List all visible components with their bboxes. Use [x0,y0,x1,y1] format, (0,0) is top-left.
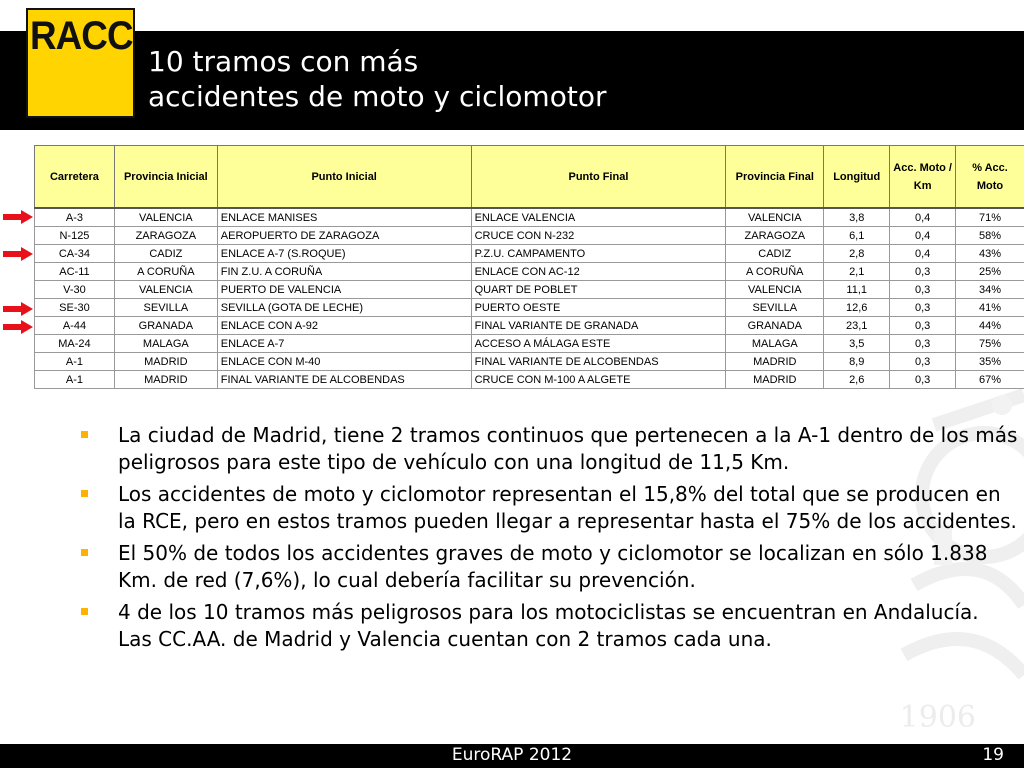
cell-pct-acc-moto: 43% [956,245,1024,263]
cell-pct-acc-moto: 58% [956,227,1024,245]
title-line-1: 10 tramos con más [148,45,419,78]
cell-provincia-inicial: MADRID [114,353,217,371]
col-header-provincia-final: Provincia Final [726,146,824,209]
table-row [35,245,1024,263]
cell-carretera: CA-34 [35,245,115,263]
cell-punto-inicial: FINAL VARIANTE DE ALCOBENDAS [217,371,471,389]
table-row [35,281,1024,299]
title-line-2: accidentes de moto y ciclomotor [148,80,607,113]
cell-provincia-final: VALENCIA [726,208,824,227]
footer-text: EuroRAP 2012 [451,745,573,765]
bullet-text: 4 de los 10 tramos más peligrosos para los motociclistas se encuentran en Andalucía. Las CC.AA. de Madrid y Valencia cuentan con 2 tramos cada una. [118,600,979,651]
table-row [35,317,1024,335]
cell-pct-acc-moto: 67% [956,371,1024,389]
col-header-punto-final: Punto Final [471,146,726,209]
cell-pct-acc-moto: 25% [956,263,1024,281]
watermark-year: 1906 [899,700,976,735]
cell-acc-moto-km: 0,4 [890,245,956,263]
cell-pct-acc-moto: 75% [956,335,1024,353]
cell-acc-moto-km: 0,3 [890,299,956,317]
red-arrow-icon [3,302,33,316]
bullet-item [78,540,1018,594]
cell-longitud: 2,8 [824,245,890,263]
cell-provincia-inicial: A CORUÑA [114,263,217,281]
square-bullet-icon [81,549,88,556]
cell-carretera: SE-30 [35,299,115,317]
cell-longitud: 12,6 [824,299,890,317]
cell-provincia-final: MADRID [726,353,824,371]
col-header-carretera: Carretera [35,146,115,209]
cell-longitud: 3,5 [824,335,890,353]
cell-punto-final: QUART DE POBLET [471,281,726,299]
cell-acc-moto-km: 0,4 [890,208,956,227]
cell-carretera: A-1 [35,371,115,389]
cell-punto-final: ENLACE CON AC-12 [471,263,726,281]
racc-logo [26,8,135,118]
cell-punto-final: FINAL VARIANTE DE GRANADA [471,317,726,335]
square-bullet-icon [81,490,88,497]
page-number: 19 [982,745,1004,765]
table-row [35,263,1024,281]
cell-pct-acc-moto: 35% [956,353,1024,371]
cell-longitud: 2,6 [824,371,890,389]
cell-punto-inicial: ENLACE CON M-40 [217,353,471,371]
table-row [35,227,1024,245]
bullet-item [78,481,1018,535]
cell-carretera: A-1 [35,353,115,371]
table-row [35,353,1024,371]
cell-carretera: A-44 [35,317,115,335]
cell-provincia-inicial: ZARAGOZA [114,227,217,245]
cell-provincia-inicial: MADRID [114,371,217,389]
cell-longitud: 8,9 [824,353,890,371]
cell-longitud: 6,1 [824,227,890,245]
cell-punto-inicial: AEROPUERTO DE ZARAGOZA [217,227,471,245]
cell-provincia-inicial: VALENCIA [114,281,217,299]
cell-provincia-final: VALENCIA [726,281,824,299]
cell-pct-acc-moto: 44% [956,317,1024,335]
red-arrow-icon [3,320,33,334]
road-sections-table [34,145,1024,389]
cell-acc-moto-km: 0,3 [890,353,956,371]
bullet-item [78,599,1018,653]
cell-punto-inicial: FIN Z.U. A CORUÑA [217,263,471,281]
table-row [35,335,1024,353]
col-header-acc-moto-km: Acc. Moto / Km [890,146,956,209]
table-row [35,371,1024,389]
cell-provincia-inicial: VALENCIA [114,208,217,227]
col-header-longitud: Longitud [824,146,890,209]
cell-acc-moto-km: 0,3 [890,281,956,299]
cell-longitud: 23,1 [824,317,890,335]
cell-punto-final: FINAL VARIANTE DE ALCOBENDAS [471,353,726,371]
cell-longitud: 2,1 [824,263,890,281]
cell-carretera: AC-11 [35,263,115,281]
cell-carretera: A-3 [35,208,115,227]
table-row [35,208,1024,227]
cell-punto-final: ENLACE VALENCIA [471,208,726,227]
cell-punto-final: PUERTO OESTE [471,299,726,317]
cell-provincia-inicial: CADIZ [114,245,217,263]
square-bullet-icon [81,431,88,438]
cell-pct-acc-moto: 71% [956,208,1024,227]
bullet-text: Los accidentes de moto y ciclomotor representan el 15,8% del total que se producen en la RCE, pero en estos tramos pueden llegar a representar hasta el 75% de los accidentes. [118,482,1017,533]
cell-carretera: MA-24 [35,335,115,353]
slide-title [148,44,606,114]
col-header-provincia-inicial: Provincia Inicial [114,146,217,209]
cell-pct-acc-moto: 41% [956,299,1024,317]
cell-punto-final: ACCESO A MÁLAGA ESTE [471,335,726,353]
cell-acc-moto-km: 0,3 [890,263,956,281]
bullet-list [78,422,1018,658]
cell-provincia-final: GRANADA [726,317,824,335]
cell-acc-moto-km: 0,3 [890,317,956,335]
square-bullet-icon [81,608,88,615]
cell-provincia-inicial: SEVILLA [114,299,217,317]
cell-provincia-final: MADRID [726,371,824,389]
cell-acc-moto-km: 0,3 [890,371,956,389]
cell-provincia-inicial: GRANADA [114,317,217,335]
col-header-punto-inicial: Punto Inicial [217,146,471,209]
cell-provincia-final: ZARAGOZA [726,227,824,245]
logo-text: RACC [30,14,133,58]
cell-punto-inicial: ENLACE CON A-92 [217,317,471,335]
cell-punto-final: P.Z.U. CAMPAMENTO [471,245,726,263]
bullet-text: La ciudad de Madrid, tiene 2 tramos continuos que pertenecen a la A-1 dentro de los más peligrosos para este tipo de vehículo con una longitud de 11,5 Km. [118,423,1018,474]
cell-carretera: N-125 [35,227,115,245]
cell-provincia-final: MALAGA [726,335,824,353]
cell-longitud: 11,1 [824,281,890,299]
cell-provincia-final: SEVILLA [726,299,824,317]
cell-punto-inicial: ENLACE MANISES [217,208,471,227]
cell-punto-inicial: ENLACE A-7 [217,335,471,353]
cell-punto-inicial: ENLACE A-7 (S.ROQUE) [217,245,471,263]
table-row [35,299,1024,317]
bullet-item [78,422,1018,476]
cell-punto-inicial: PUERTO DE VALENCIA [217,281,471,299]
cell-punto-final: CRUCE CON M-100 A ALGETE [471,371,726,389]
cell-punto-inicial: SEVILLA (GOTA DE LECHE) [217,299,471,317]
cell-acc-moto-km: 0,3 [890,335,956,353]
cell-provincia-final: A CORUÑA [726,263,824,281]
cell-acc-moto-km: 0,4 [890,227,956,245]
footer-bar [0,744,1024,768]
red-arrow-icon [3,247,33,261]
cell-pct-acc-moto: 34% [956,281,1024,299]
cell-carretera: V-30 [35,281,115,299]
cell-provincia-final: CADIZ [726,245,824,263]
bullet-text: El 50% de todos los accidentes graves de moto y ciclomotor se localizan en sólo 1.838 Km. de red (7,6%), lo cual debería facilitar su prevención. [118,541,988,592]
table-header-row [35,146,1024,209]
red-arrow-icon [3,210,33,224]
col-header-pct-acc-moto: % Acc. Moto [956,146,1024,209]
cell-longitud: 3,8 [824,208,890,227]
cell-provincia-inicial: MALAGA [114,335,217,353]
cell-punto-final: CRUCE CON N-232 [471,227,726,245]
